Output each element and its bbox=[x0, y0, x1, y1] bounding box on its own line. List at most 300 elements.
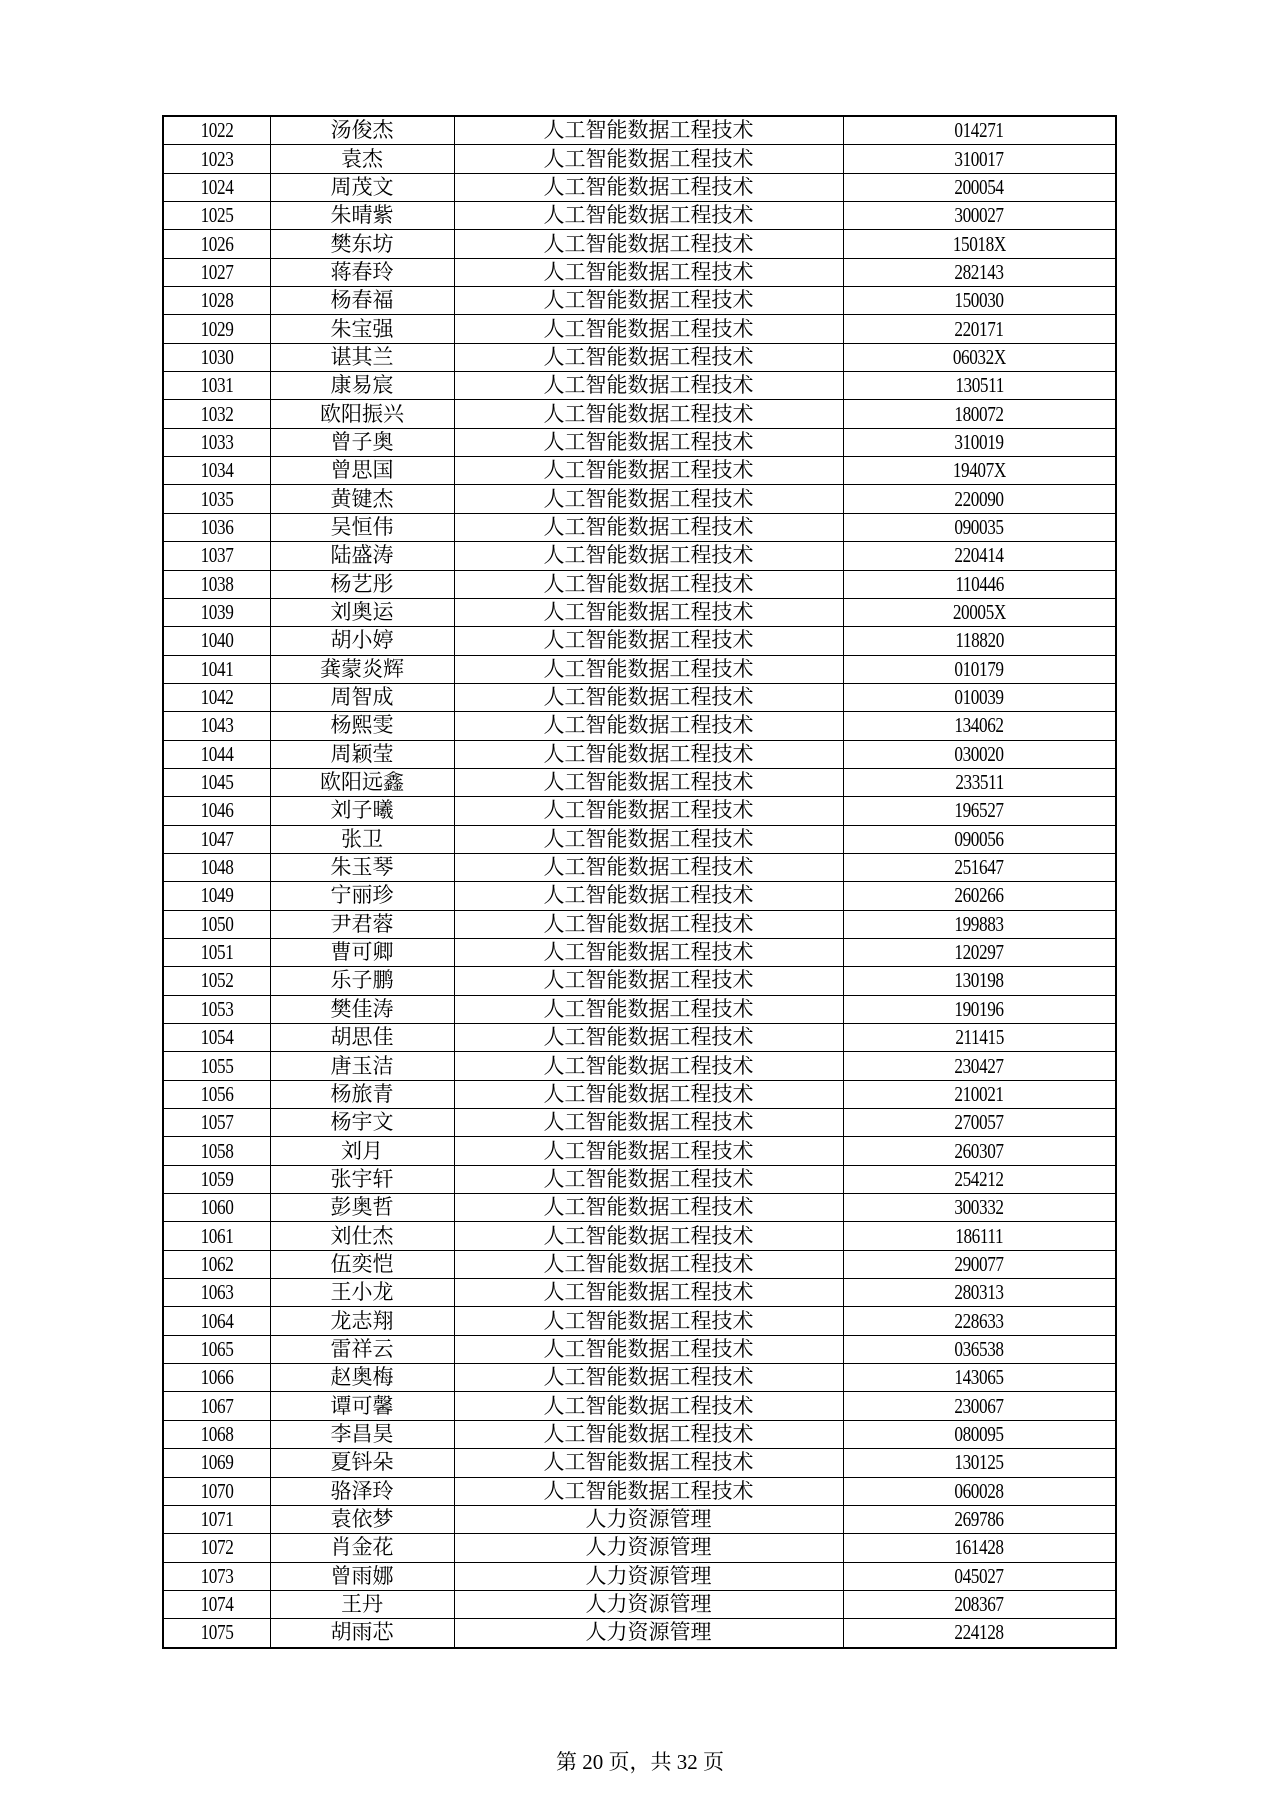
name-cell-text: 杨艺彤 bbox=[330, 571, 394, 596]
major-cell-text: 人工智能数据工程技术 bbox=[543, 685, 754, 710]
serial-number-cell bbox=[163, 1335, 270, 1363]
roster-table-body bbox=[163, 116, 1116, 1648]
id-code-cell-text: 211415 bbox=[954, 1025, 1004, 1050]
table-row bbox=[163, 882, 1116, 910]
id-code-cell-text: 260266 bbox=[954, 883, 1004, 908]
serial-number-cell-text: 1025 bbox=[200, 203, 234, 228]
id-code-cell-text: 20005X bbox=[952, 600, 1006, 625]
id-code-cell bbox=[843, 1250, 1116, 1278]
serial-number-cell-text: 1069 bbox=[200, 1450, 234, 1475]
id-code-cell-text: 280313 bbox=[954, 1280, 1004, 1305]
serial-number-cell bbox=[163, 655, 270, 683]
major-cell bbox=[454, 683, 843, 711]
id-code-cell bbox=[843, 655, 1116, 683]
serial-number-cell-text: 1051 bbox=[200, 940, 234, 965]
name-cell bbox=[270, 1477, 454, 1505]
major-cell-text: 人工智能数据工程技术 bbox=[543, 1053, 754, 1078]
serial-number-cell bbox=[163, 230, 270, 258]
major-cell-text: 人工智能数据工程技术 bbox=[543, 826, 754, 851]
name-cell-text: 黄键杰 bbox=[330, 486, 394, 511]
serial-number-cell-text: 1042 bbox=[200, 685, 234, 710]
name-cell-text: 杨春福 bbox=[330, 288, 394, 313]
id-code-cell bbox=[843, 400, 1116, 428]
major-cell bbox=[454, 570, 843, 598]
major-cell bbox=[454, 1477, 843, 1505]
id-code-cell bbox=[843, 1335, 1116, 1363]
name-cell-text: 袁依梦 bbox=[330, 1507, 394, 1532]
name-cell bbox=[270, 1505, 454, 1533]
id-code-cell-text: 190196 bbox=[954, 996, 1004, 1021]
id-code-cell-text: 130511 bbox=[954, 373, 1004, 398]
name-cell-text: 谭可馨 bbox=[330, 1393, 394, 1418]
id-code-cell-text: 199883 bbox=[954, 911, 1004, 936]
id-code-cell-text: 161428 bbox=[954, 1535, 1004, 1560]
major-cell bbox=[454, 1619, 843, 1648]
name-cell bbox=[270, 1619, 454, 1648]
id-code-cell bbox=[843, 938, 1116, 966]
table-row bbox=[163, 1477, 1116, 1505]
serial-number-cell-text: 1054 bbox=[200, 1025, 234, 1050]
id-code-cell-text: 251647 bbox=[954, 855, 1004, 880]
table-row bbox=[163, 1534, 1116, 1562]
serial-number-cell bbox=[163, 882, 270, 910]
name-cell-text: 欧阳振兴 bbox=[320, 401, 404, 426]
serial-number-cell bbox=[163, 1619, 270, 1648]
serial-number-cell bbox=[163, 1109, 270, 1137]
major-cell-text: 人力资源管理 bbox=[585, 1592, 712, 1617]
name-cell-text: 伍奕恺 bbox=[330, 1251, 394, 1276]
table-row bbox=[163, 1222, 1116, 1250]
serial-number-cell-text: 1057 bbox=[200, 1110, 234, 1135]
serial-number-cell bbox=[163, 797, 270, 825]
name-cell-text: 宁丽珍 bbox=[330, 883, 394, 908]
serial-number-cell bbox=[163, 1590, 270, 1618]
id-code-cell-text: 130198 bbox=[954, 968, 1004, 993]
table-row bbox=[163, 1279, 1116, 1307]
name-cell-text: 吴恒伟 bbox=[330, 514, 394, 539]
serial-number-cell bbox=[163, 1052, 270, 1080]
id-code-cell-text: 310017 bbox=[954, 146, 1004, 171]
major-cell-text: 人工智能数据工程技术 bbox=[543, 911, 754, 936]
major-cell bbox=[454, 627, 843, 655]
id-code-cell-text: 310019 bbox=[954, 429, 1004, 454]
id-code-cell-text: 080095 bbox=[954, 1421, 1004, 1446]
serial-number-cell-text: 1065 bbox=[200, 1336, 234, 1361]
id-code-cell bbox=[843, 173, 1116, 201]
id-code-cell bbox=[843, 1562, 1116, 1590]
id-code-cell bbox=[843, 570, 1116, 598]
table-row bbox=[163, 145, 1116, 173]
table-row bbox=[163, 712, 1116, 740]
name-cell-text: 刘子曦 bbox=[330, 798, 394, 823]
major-cell-text: 人工智能数据工程技术 bbox=[543, 600, 754, 625]
serial-number-cell bbox=[163, 258, 270, 286]
serial-number-cell-text: 1030 bbox=[200, 344, 234, 369]
serial-number-cell-text: 1024 bbox=[200, 174, 234, 199]
table-row bbox=[163, 1392, 1116, 1420]
name-cell-text: 曹可卿 bbox=[330, 940, 394, 965]
serial-number-cell bbox=[163, 1505, 270, 1533]
serial-number-cell bbox=[163, 485, 270, 513]
id-code-cell bbox=[843, 1477, 1116, 1505]
table-row bbox=[163, 1194, 1116, 1222]
id-code-cell bbox=[843, 1420, 1116, 1448]
major-cell bbox=[454, 1420, 843, 1448]
major-cell bbox=[454, 513, 843, 541]
id-code-cell bbox=[843, 287, 1116, 315]
serial-number-cell bbox=[163, 315, 270, 343]
name-cell bbox=[270, 1392, 454, 1420]
major-cell-text: 人工智能数据工程技术 bbox=[543, 940, 754, 965]
table-row bbox=[163, 768, 1116, 796]
major-cell-text: 人工智能数据工程技术 bbox=[543, 543, 754, 568]
name-cell bbox=[270, 1307, 454, 1335]
name-cell bbox=[270, 1250, 454, 1278]
name-cell bbox=[270, 1590, 454, 1618]
serial-number-cell-text: 1043 bbox=[200, 713, 234, 738]
major-cell bbox=[454, 315, 843, 343]
id-code-cell-text: 254212 bbox=[954, 1166, 1004, 1191]
serial-number-cell bbox=[163, 1194, 270, 1222]
table-row bbox=[163, 967, 1116, 995]
name-cell bbox=[270, 1165, 454, 1193]
table-row bbox=[163, 1335, 1116, 1363]
table-row bbox=[163, 1449, 1116, 1477]
id-code-cell bbox=[843, 372, 1116, 400]
id-code-cell-text: 150030 bbox=[954, 288, 1004, 313]
table-row bbox=[163, 513, 1116, 541]
name-cell bbox=[270, 627, 454, 655]
table-row bbox=[163, 343, 1116, 371]
name-cell bbox=[270, 938, 454, 966]
serial-number-cell-text: 1045 bbox=[200, 770, 234, 795]
name-cell bbox=[270, 315, 454, 343]
name-cell bbox=[270, 1449, 454, 1477]
name-cell-text: 曾雨娜 bbox=[330, 1563, 394, 1588]
table-row bbox=[163, 1024, 1116, 1052]
table-row bbox=[163, 1505, 1116, 1533]
name-cell-text: 谌其兰 bbox=[330, 344, 394, 369]
id-code-cell-text: 269786 bbox=[954, 1507, 1004, 1532]
name-cell bbox=[270, 882, 454, 910]
major-cell-text: 人工智能数据工程技术 bbox=[543, 203, 754, 228]
table-row bbox=[163, 1250, 1116, 1278]
name-cell-text: 王丹 bbox=[341, 1592, 383, 1617]
table-row bbox=[163, 315, 1116, 343]
major-cell-text: 人工智能数据工程技术 bbox=[543, 1365, 754, 1390]
name-cell-text: 骆泽玲 bbox=[330, 1478, 394, 1503]
name-cell-text: 杨旅青 bbox=[330, 1081, 394, 1106]
table-row bbox=[163, 1364, 1116, 1392]
id-code-cell bbox=[843, 1364, 1116, 1392]
serial-number-cell bbox=[163, 1024, 270, 1052]
id-code-cell bbox=[843, 116, 1116, 145]
serial-number-cell-text: 1036 bbox=[200, 514, 234, 539]
id-code-cell-text: 220090 bbox=[954, 486, 1004, 511]
serial-number-cell bbox=[163, 116, 270, 145]
table-row bbox=[163, 683, 1116, 711]
name-cell bbox=[270, 712, 454, 740]
table-row bbox=[163, 598, 1116, 626]
major-cell-text: 人工智能数据工程技术 bbox=[543, 770, 754, 795]
name-cell-text: 陆盛涛 bbox=[330, 543, 394, 568]
major-cell bbox=[454, 1194, 843, 1222]
name-cell bbox=[270, 1364, 454, 1392]
serial-number-cell-text: 1039 bbox=[200, 600, 234, 625]
name-cell bbox=[270, 825, 454, 853]
id-code-cell bbox=[843, 995, 1116, 1023]
major-cell-text: 人工智能数据工程技术 bbox=[543, 996, 754, 1021]
name-cell-text: 曾思国 bbox=[330, 458, 394, 483]
major-cell bbox=[454, 768, 843, 796]
id-code-cell bbox=[843, 882, 1116, 910]
name-cell bbox=[270, 485, 454, 513]
table-row bbox=[163, 202, 1116, 230]
serial-number-cell-text: 1037 bbox=[200, 543, 234, 568]
name-cell-text: 夏钭朵 bbox=[330, 1450, 394, 1475]
id-code-cell bbox=[843, 1109, 1116, 1137]
serial-number-cell-text: 1073 bbox=[200, 1563, 234, 1588]
table-row bbox=[163, 230, 1116, 258]
name-cell bbox=[270, 1109, 454, 1137]
table-row bbox=[163, 938, 1116, 966]
name-cell-text: 龙志翔 bbox=[330, 1308, 394, 1333]
page-footer bbox=[0, 1748, 1280, 1776]
name-cell-text: 刘奥运 bbox=[330, 600, 394, 625]
major-cell bbox=[454, 712, 843, 740]
name-cell bbox=[270, 910, 454, 938]
serial-number-cell bbox=[163, 938, 270, 966]
page-number-label: 第 20 页，共 32 页 bbox=[556, 1750, 724, 1774]
major-cell bbox=[454, 258, 843, 286]
major-cell-text: 人工智能数据工程技术 bbox=[543, 1166, 754, 1191]
major-cell-text: 人工智能数据工程技术 bbox=[543, 174, 754, 199]
name-cell-text: 朱晴紫 bbox=[330, 203, 394, 228]
name-cell bbox=[270, 457, 454, 485]
major-cell-text: 人力资源管理 bbox=[585, 1563, 712, 1588]
id-code-cell bbox=[843, 1222, 1116, 1250]
serial-number-cell bbox=[163, 202, 270, 230]
major-cell-text: 人工智能数据工程技术 bbox=[543, 1223, 754, 1248]
major-cell bbox=[454, 882, 843, 910]
serial-number-cell bbox=[163, 712, 270, 740]
name-cell bbox=[270, 287, 454, 315]
serial-number-cell-text: 1040 bbox=[200, 628, 234, 653]
table-row bbox=[163, 825, 1116, 853]
id-code-cell-text: 090056 bbox=[954, 826, 1004, 851]
major-cell bbox=[454, 400, 843, 428]
table-row bbox=[163, 1307, 1116, 1335]
id-code-cell bbox=[843, 1137, 1116, 1165]
name-cell bbox=[270, 853, 454, 881]
id-code-cell-text: 300332 bbox=[954, 1195, 1004, 1220]
name-cell-text: 樊东坊 bbox=[330, 231, 394, 256]
table-row bbox=[163, 570, 1116, 598]
serial-number-cell-text: 1035 bbox=[200, 486, 234, 511]
id-code-cell-text: 060028 bbox=[954, 1478, 1004, 1503]
id-code-cell-text: 06032X bbox=[952, 344, 1006, 369]
table-row bbox=[163, 542, 1116, 570]
major-cell bbox=[454, 343, 843, 371]
major-cell-text: 人工智能数据工程技术 bbox=[543, 968, 754, 993]
id-code-cell bbox=[843, 740, 1116, 768]
name-cell-text: 雷祥云 bbox=[330, 1336, 394, 1361]
table-row bbox=[163, 1619, 1116, 1648]
name-cell-text: 尹君蓉 bbox=[330, 911, 394, 936]
table-row bbox=[163, 1165, 1116, 1193]
serial-number-cell bbox=[163, 457, 270, 485]
id-code-cell-text: 130125 bbox=[954, 1450, 1004, 1475]
name-cell bbox=[270, 1222, 454, 1250]
table-row bbox=[163, 797, 1116, 825]
major-cell bbox=[454, 1449, 843, 1477]
serial-number-cell-text: 1063 bbox=[200, 1280, 234, 1305]
major-cell-text: 人工智能数据工程技术 bbox=[543, 571, 754, 596]
serial-number-cell-text: 1061 bbox=[200, 1223, 234, 1248]
serial-number-cell bbox=[163, 1307, 270, 1335]
serial-number-cell bbox=[163, 1364, 270, 1392]
id-code-cell-text: 143065 bbox=[954, 1365, 1004, 1390]
name-cell-text: 曾子奥 bbox=[330, 429, 394, 454]
id-code-cell-text: 220414 bbox=[954, 543, 1004, 568]
major-cell bbox=[454, 1590, 843, 1618]
serial-number-cell-text: 1028 bbox=[200, 288, 234, 313]
major-cell bbox=[454, 1307, 843, 1335]
serial-number-cell-text: 1022 bbox=[200, 118, 234, 143]
serial-number-cell bbox=[163, 598, 270, 626]
id-code-cell-text: 282143 bbox=[954, 259, 1004, 284]
name-cell-text: 杨宇文 bbox=[330, 1110, 394, 1135]
name-cell bbox=[270, 1024, 454, 1052]
serial-number-cell bbox=[163, 287, 270, 315]
serial-number-cell-text: 1047 bbox=[200, 826, 234, 851]
name-cell-text: 胡雨芯 bbox=[330, 1620, 394, 1645]
id-code-cell-text: 210021 bbox=[954, 1081, 1004, 1106]
major-cell-text: 人工智能数据工程技术 bbox=[543, 628, 754, 653]
name-cell-text: 张卫 bbox=[341, 826, 383, 851]
serial-number-cell bbox=[163, 1392, 270, 1420]
name-cell bbox=[270, 740, 454, 768]
major-cell bbox=[454, 995, 843, 1023]
id-code-cell bbox=[843, 145, 1116, 173]
name-cell-text: 刘月 bbox=[341, 1138, 383, 1163]
major-cell-text: 人工智能数据工程技术 bbox=[543, 231, 754, 256]
name-cell-text: 李昌昊 bbox=[330, 1421, 394, 1446]
serial-number-cell-text: 1056 bbox=[200, 1081, 234, 1106]
id-code-cell-text: 045027 bbox=[954, 1563, 1004, 1588]
name-cell-text: 朱玉琴 bbox=[330, 855, 394, 880]
id-code-cell bbox=[843, 1534, 1116, 1562]
id-code-cell-text: 19407X bbox=[952, 458, 1006, 483]
id-code-cell bbox=[843, 315, 1116, 343]
name-cell bbox=[270, 542, 454, 570]
serial-number-cell bbox=[163, 513, 270, 541]
major-cell-text: 人工智能数据工程技术 bbox=[543, 458, 754, 483]
id-code-cell-text: 200054 bbox=[954, 174, 1004, 199]
name-cell-text: 刘仕杰 bbox=[330, 1223, 394, 1248]
name-cell bbox=[270, 967, 454, 995]
table-row bbox=[163, 1137, 1116, 1165]
serial-number-cell bbox=[163, 825, 270, 853]
id-code-cell bbox=[843, 1505, 1116, 1533]
major-cell-text: 人工智能数据工程技术 bbox=[543, 118, 754, 143]
serial-number-cell bbox=[163, 910, 270, 938]
major-cell bbox=[454, 1080, 843, 1108]
major-cell-text: 人力资源管理 bbox=[585, 1620, 712, 1645]
major-cell bbox=[454, 598, 843, 626]
name-cell bbox=[270, 1279, 454, 1307]
serial-number-cell bbox=[163, 372, 270, 400]
serial-number-cell bbox=[163, 1477, 270, 1505]
name-cell bbox=[270, 145, 454, 173]
major-cell bbox=[454, 967, 843, 995]
serial-number-cell-text: 1052 bbox=[200, 968, 234, 993]
major-cell-text: 人工智能数据工程技术 bbox=[543, 1393, 754, 1418]
table-row bbox=[163, 116, 1116, 145]
table-row bbox=[163, 627, 1116, 655]
serial-number-cell bbox=[163, 740, 270, 768]
major-cell-text: 人工智能数据工程技术 bbox=[543, 373, 754, 398]
id-code-cell bbox=[843, 853, 1116, 881]
serial-number-cell bbox=[163, 1279, 270, 1307]
id-code-cell bbox=[843, 1619, 1116, 1648]
id-code-cell-text: 260307 bbox=[954, 1138, 1004, 1163]
serial-number-cell-text: 1029 bbox=[200, 316, 234, 341]
table-row bbox=[163, 457, 1116, 485]
serial-number-cell bbox=[163, 1222, 270, 1250]
major-cell bbox=[454, 1109, 843, 1137]
major-cell-text: 人工智能数据工程技术 bbox=[543, 429, 754, 454]
id-code-cell bbox=[843, 1024, 1116, 1052]
id-code-cell-text: 300027 bbox=[954, 203, 1004, 228]
serial-number-cell bbox=[163, 1449, 270, 1477]
major-cell-text: 人工智能数据工程技术 bbox=[543, 1110, 754, 1135]
name-cell bbox=[270, 372, 454, 400]
serial-number-cell-text: 1027 bbox=[200, 259, 234, 284]
serial-number-cell-text: 1050 bbox=[200, 911, 234, 936]
table-row bbox=[163, 910, 1116, 938]
table-row bbox=[163, 995, 1116, 1023]
table-row bbox=[163, 400, 1116, 428]
serial-number-cell-text: 1064 bbox=[200, 1308, 234, 1333]
major-cell-text: 人工智能数据工程技术 bbox=[543, 1450, 754, 1475]
serial-number-cell-text: 1059 bbox=[200, 1166, 234, 1191]
name-cell bbox=[270, 1080, 454, 1108]
major-cell bbox=[454, 457, 843, 485]
id-code-cell bbox=[843, 712, 1116, 740]
table-row bbox=[163, 1080, 1116, 1108]
id-code-cell bbox=[843, 258, 1116, 286]
major-cell-text: 人力资源管理 bbox=[585, 1507, 712, 1532]
table-row bbox=[163, 1420, 1116, 1448]
serial-number-cell bbox=[163, 1165, 270, 1193]
serial-number-cell bbox=[163, 1534, 270, 1562]
major-cell bbox=[454, 1562, 843, 1590]
id-code-cell-text: 180072 bbox=[954, 401, 1004, 426]
name-cell-text: 肖金花 bbox=[330, 1535, 394, 1560]
id-code-cell-text: 030020 bbox=[954, 741, 1004, 766]
name-cell-text: 周茂文 bbox=[330, 174, 394, 199]
id-code-cell-text: 010039 bbox=[954, 685, 1004, 710]
name-cell-text: 乐子鹏 bbox=[330, 968, 394, 993]
id-code-cell-text: 208367 bbox=[954, 1592, 1004, 1617]
major-cell bbox=[454, 1024, 843, 1052]
table-row bbox=[163, 485, 1116, 513]
major-cell bbox=[454, 485, 843, 513]
major-cell-text: 人工智能数据工程技术 bbox=[543, 883, 754, 908]
name-cell-text: 彭奥哲 bbox=[330, 1195, 394, 1220]
serial-number-cell bbox=[163, 1562, 270, 1590]
